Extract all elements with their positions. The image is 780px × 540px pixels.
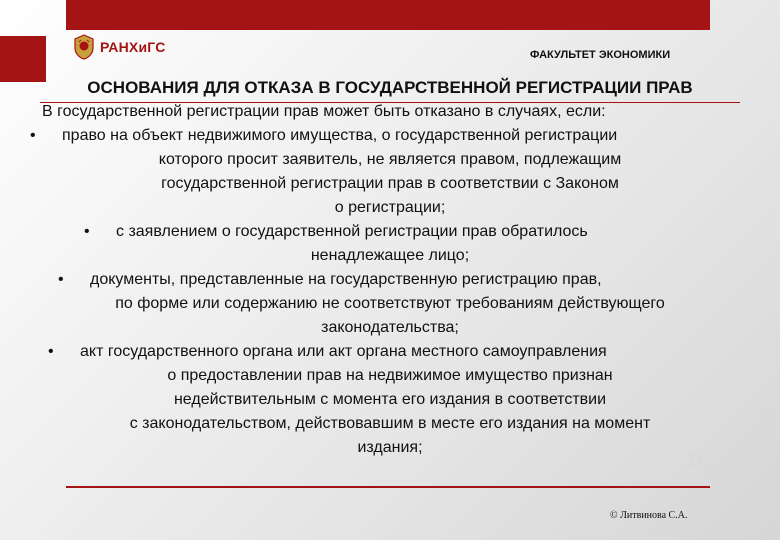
- top-accent-bar: [66, 0, 710, 30]
- item-3-line-3: законодательства;: [321, 319, 459, 336]
- left-accent-block: [0, 36, 46, 82]
- logo-text: РАНХиГС: [100, 39, 166, 55]
- page-number: 16: [686, 450, 709, 472]
- item-1-line-4: о регистрации;: [334, 199, 446, 216]
- item-4-line-1: акт государственного органа или акт органа местного самоуправления: [80, 343, 607, 360]
- author-credit: © Литвинова С.А.: [610, 510, 688, 521]
- item-4-line-5: издания;: [357, 439, 423, 456]
- item-1-line-2: которого просит заявитель, не является правом, подлежащим: [158, 151, 622, 168]
- item-2-line-2: ненадлежащее лицо;: [310, 247, 470, 264]
- footer-divider: [66, 486, 710, 488]
- bullet-2: •: [84, 223, 90, 240]
- ranepa-logo: [72, 34, 166, 60]
- item-3-line-2: по форме или содержанию не соответствуют требованиям действующего: [115, 295, 665, 312]
- item-4-line-4: с законодательством, действовавшим в месте его издания на момент: [129, 415, 651, 432]
- emblem-icon: [72, 34, 96, 60]
- faculty-label: ФАКУЛЬТЕТ ЭКОНОМИКИ: [530, 49, 671, 61]
- item-2-line-1: с заявлением о государственной регистрации прав обратилось: [116, 223, 588, 240]
- item-1-line-1: право на объект недвижимого имущества, о государственной регистрации: [62, 127, 618, 144]
- bullet-4: •: [48, 343, 54, 360]
- item-3-line-1: документы, представленные на государственную регистрацию прав,: [90, 271, 602, 288]
- item-4-line-3: недействительным с момента его издания в соответствии: [173, 391, 607, 408]
- item-4-line-2: о предоставлении прав на недвижимое имущество признан: [167, 367, 613, 384]
- bullet-1: •: [30, 127, 36, 144]
- item-1-line-3: государственной регистрации прав в соответствии с Законом: [161, 175, 619, 192]
- bullet-3: •: [58, 271, 64, 288]
- intro-text: В государственной регистрации прав может быть отказано в случаях, если:: [42, 103, 606, 120]
- slide-title: ОСНОВАНИЯ ДЛЯ ОТКАЗА В ГОСУДАРСТВЕННОЙ РЕГИСТРАЦИИ ПРАВ: [87, 78, 693, 97]
